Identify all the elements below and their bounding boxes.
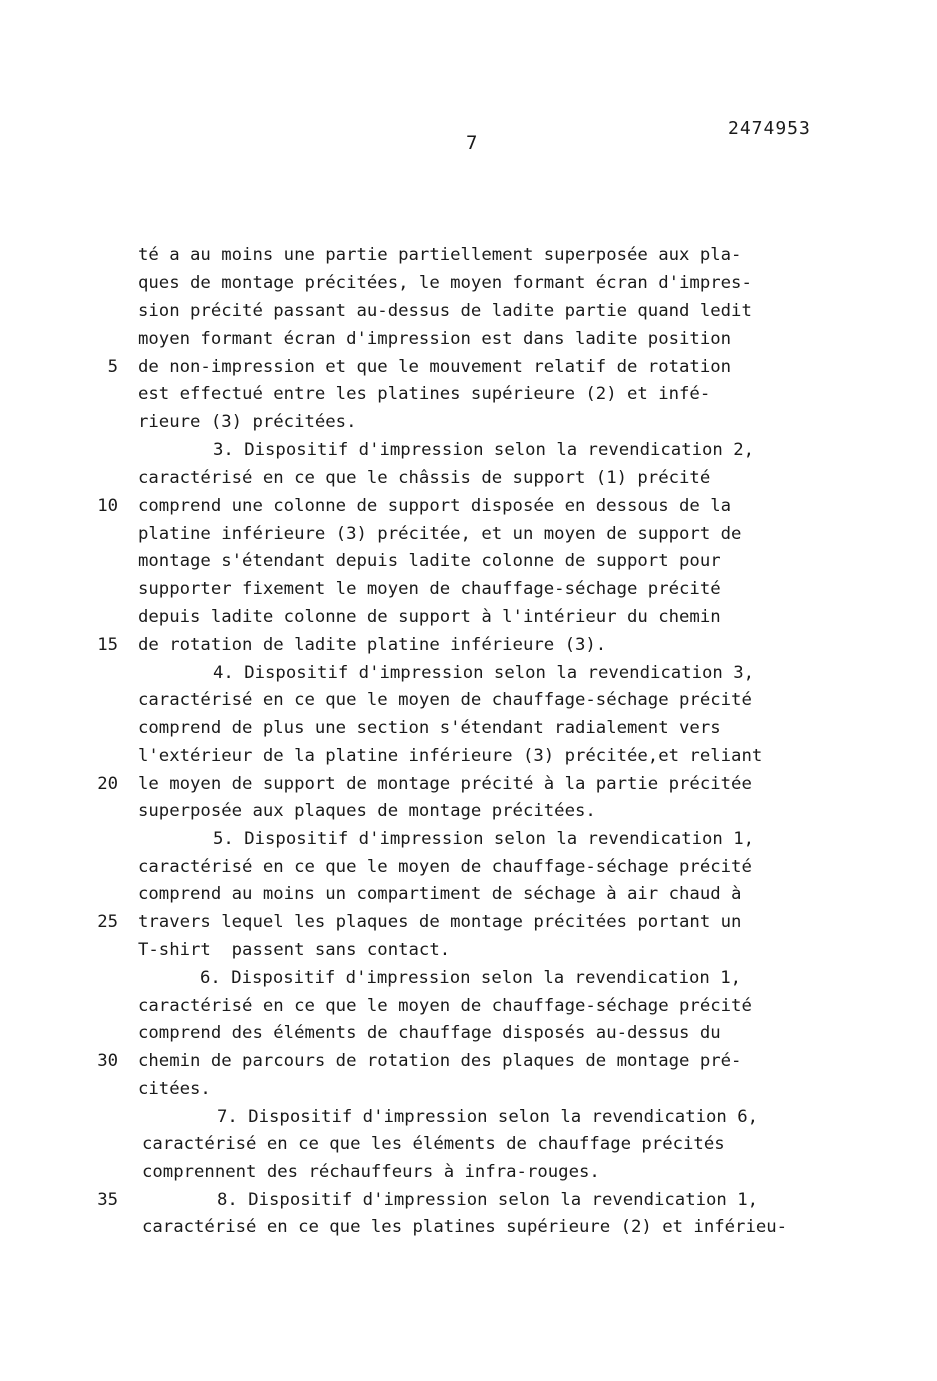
line-text: comprend au moins un compartiment de séchage à air chaud à <box>138 884 742 904</box>
line-text: caractérisé en ce que le moyen de chauffage-séchage précité <box>138 690 752 710</box>
line-text: sion précité passant au-dessus de ladite partie quand ledit <box>138 301 752 321</box>
line-text: depuis ladite colonne de support à l'intérieur du chemin <box>138 607 721 627</box>
text-line <box>0 632 937 659</box>
text-line <box>0 548 937 575</box>
line-number: 10 <box>97 496 118 516</box>
line-text: montage s'étendant depuis ladite colonne de support pour <box>138 551 721 571</box>
text-line <box>0 493 937 520</box>
text-line <box>0 326 937 353</box>
text-line <box>0 1131 937 1158</box>
line-text: ques de montage précitées, le moyen formant écran d'impres- <box>138 273 752 293</box>
text-line <box>0 660 937 687</box>
text-line <box>0 798 937 825</box>
line-text: comprennent des réchauffeurs à infra-rouges. <box>142 1162 600 1182</box>
line-text: citées. <box>138 1079 211 1099</box>
text-line <box>0 298 937 325</box>
text-line <box>0 1104 937 1131</box>
line-text: comprend une colonne de support disposée en dessous de la <box>138 496 732 516</box>
text-line <box>0 687 937 714</box>
line-number: 15 <box>97 635 118 655</box>
text-line <box>0 242 937 269</box>
line-text: le moyen de support de montage précité à la partie précitée <box>138 774 752 794</box>
text-line <box>0 1214 937 1241</box>
line-text: té a au moins une partie partiellement superposée aux pla- <box>138 245 742 265</box>
line-text: caractérisé en ce que le moyen de chauffage-séchage précité <box>138 857 752 877</box>
line-text: 3. Dispositif d'impression selon la revendication 2, <box>213 440 755 460</box>
line-text: est effectué entre les platines supérieure (2) et infé- <box>138 384 711 404</box>
line-text: l'extérieur de la platine inférieure (3) précitée,et reliant <box>138 746 763 766</box>
line-number: 5 <box>107 357 118 377</box>
text-line <box>0 771 937 798</box>
line-text: caractérisé en ce que le moyen de chauffage-séchage précité <box>138 996 752 1016</box>
line-text: caractérisé en ce que les éléments de chauffage précités <box>142 1134 725 1154</box>
text-line <box>0 1187 937 1214</box>
line-text: 4. Dispositif d'impression selon la revendication 3, <box>213 663 755 683</box>
text-line <box>0 604 937 631</box>
text-line <box>0 354 937 381</box>
line-text: T-shirt passent sans contact. <box>138 940 451 960</box>
line-number: 30 <box>97 1051 118 1071</box>
text-line <box>0 381 937 408</box>
line-text: platine inférieure (3) précitée, et un moyen de support de <box>138 524 742 544</box>
line-text: de rotation de ladite platine inférieure (3). <box>138 635 607 655</box>
line-text: comprend de plus une section s'étendant radialement vers <box>138 718 721 738</box>
text-line <box>0 1076 937 1103</box>
line-text: caractérisé en ce que le châssis de support (1) précité <box>138 468 711 488</box>
text-line <box>0 409 937 436</box>
line-number: 35 <box>97 1190 118 1210</box>
page-number: 7 <box>466 132 478 154</box>
line-text: comprend des éléments de chauffage disposés au-dessus du <box>138 1023 721 1043</box>
text-line <box>0 270 937 297</box>
text-line <box>0 715 937 742</box>
text-line <box>0 437 937 464</box>
line-number: 20 <box>97 774 118 794</box>
text-line <box>0 909 937 936</box>
line-text: rieure (3) précitées. <box>138 412 357 432</box>
line-text: chemin de parcours de rotation des plaques de montage pré- <box>138 1051 742 1071</box>
text-line <box>0 576 937 603</box>
line-text: supporter fixement le moyen de chauffage-séchage précité <box>138 579 721 599</box>
line-text: de non-impression et que le mouvement relatif de rotation <box>138 357 732 377</box>
text-line <box>0 993 937 1020</box>
text-line <box>0 826 937 853</box>
text-line <box>0 854 937 881</box>
line-text: moyen formant écran d'impression est dans ladite position <box>138 329 732 349</box>
text-line <box>0 1048 937 1075</box>
line-text: caractérisé en ce que les platines supérieure (2) et inférieu- <box>142 1217 788 1237</box>
line-text: superposée aux plaques de montage précitées. <box>138 801 596 821</box>
text-line <box>0 937 937 964</box>
line-text: 7. Dispositif d'impression selon la revendication 6, <box>217 1107 759 1127</box>
text-line <box>0 465 937 492</box>
text-line <box>0 965 937 992</box>
document-number: 2474953 <box>728 118 811 139</box>
text-line <box>0 1159 937 1186</box>
line-text: 6. Dispositif d'impression selon la revendication 1, <box>200 968 742 988</box>
line-text: 5. Dispositif d'impression selon la revendication 1, <box>213 829 755 849</box>
text-line <box>0 1020 937 1047</box>
line-text: travers lequel les plaques de montage précitées portant un <box>138 912 742 932</box>
line-text: 8. Dispositif d'impression selon la revendication 1, <box>217 1190 759 1210</box>
text-line <box>0 743 937 770</box>
text-line <box>0 521 937 548</box>
text-line <box>0 881 937 908</box>
line-number: 25 <box>97 912 118 932</box>
